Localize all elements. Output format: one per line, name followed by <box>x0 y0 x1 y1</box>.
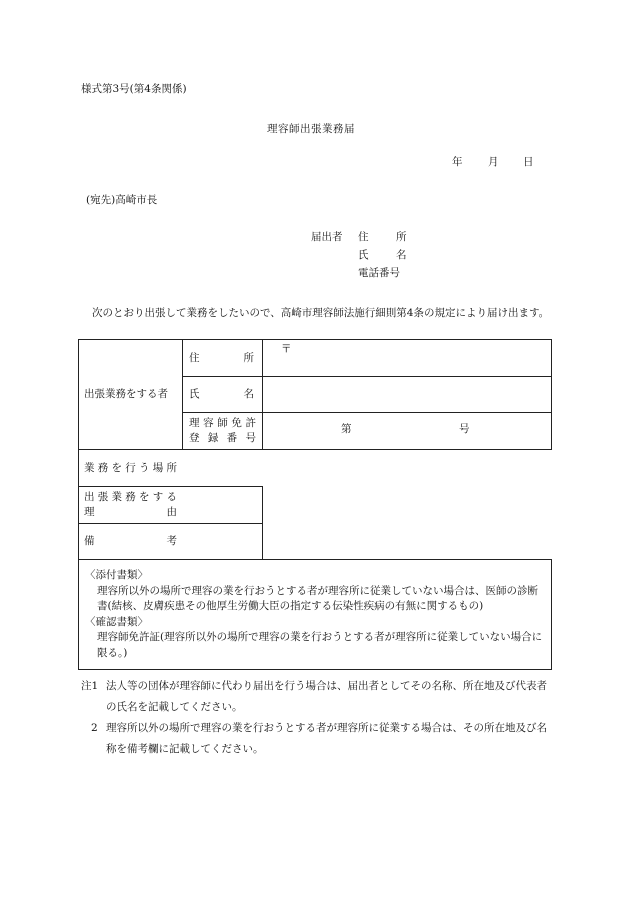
reason-char: 理 <box>84 506 95 518</box>
reason-label-cell <box>79 487 263 524</box>
footnote-2-label: 2 <box>91 722 98 734</box>
remarks-char-1: 備 <box>84 535 95 548</box>
license-label-cell <box>183 413 263 450</box>
place-char: 所 <box>166 461 177 474</box>
reason-char: 出 <box>84 491 95 503</box>
reason-char: る <box>166 491 177 503</box>
confirm-title: 〈確認書類〉 <box>85 615 148 628</box>
place-char: を <box>111 461 122 474</box>
date-year: 年 <box>452 156 463 168</box>
person-header-cell <box>79 340 183 450</box>
footnotes <box>81 676 556 760</box>
form-number: 様式第3号(第4条関係) <box>81 83 187 95</box>
remarks-label-cell <box>79 524 263 560</box>
confirm-body: 理容師免許証(理容所以外の場所で理容の業を行おうとする者が理容所に従業していない場合に限る。) <box>97 631 543 659</box>
address-label-cell <box>183 340 263 377</box>
name-label-char-2: 名 <box>243 388 254 401</box>
footnote-1 <box>81 676 556 718</box>
license-value-cell[interactable] <box>263 413 552 450</box>
date-day: 日 <box>523 156 534 168</box>
documents-cell <box>79 560 552 670</box>
reason-char: 務 <box>125 491 136 503</box>
attach-title: 〈添付書類〉 <box>85 569 148 581</box>
reason-char: 張 <box>97 491 109 503</box>
address-value-cell[interactable] <box>263 340 552 377</box>
postal-mark: 〒 <box>281 343 292 355</box>
attach-body: 理容所以外の場所で理容の業を行おうとする者が理容所に従業していない場合は、医師の診断書(結核、皮膚疾患その他厚生労働大臣の指定する伝染性疾病の有無に関するもの) <box>97 584 538 612</box>
applicant-address-char-2: 所 <box>396 231 407 243</box>
reason-char: す <box>152 491 164 503</box>
reason-char: 業 <box>111 491 122 503</box>
applicant-name-char-1: 氏 <box>358 249 369 261</box>
applicant-label: 届出者 <box>311 231 343 243</box>
place-char: う <box>139 461 150 474</box>
license-label-line2 <box>189 431 256 446</box>
address-label-char-1: 住 <box>189 351 200 364</box>
reason-label-line2 <box>84 505 177 520</box>
date-month: 月 <box>488 156 499 168</box>
address-label-char-2: 所 <box>243 351 254 364</box>
document-title: 理容師出張業務届 <box>267 123 355 135</box>
name-label-char-1: 氏 <box>189 388 200 401</box>
license-dai: 第 <box>341 423 352 435</box>
applicant-address-char-1: 住 <box>358 231 369 243</box>
footnote-1-label: 注1 <box>81 680 99 692</box>
intro-paragraph: 次のとおり出張して業務をしたいので、高崎市理容師法施行細則第4条の規定により届け出ます。 <box>92 307 550 319</box>
place-char: 業 <box>84 461 95 474</box>
license-label-line1 <box>189 416 256 431</box>
license-char: 登 <box>189 432 200 444</box>
person-header: 出張業務をする者 <box>84 388 168 401</box>
license-char: 録 <box>207 432 219 444</box>
license-go: 号 <box>459 423 470 435</box>
reason-label-line1 <box>84 490 177 505</box>
license-char: 許 <box>245 417 256 429</box>
place-label-cell <box>79 450 263 487</box>
place-char: 務 <box>97 461 109 474</box>
addressee: (宛先)高崎市長 <box>86 194 158 206</box>
license-char: 免 <box>231 417 242 429</box>
footnote-1-text: 法人等の団体が理容師に代わり届出を行う場合は、届出者としてその名称、所在地及び代表者の氏名を記載してください。 <box>106 680 547 713</box>
remarks-char-2: 考 <box>166 535 177 548</box>
name-label-cell <box>183 377 263 413</box>
applicant-name-char-2: 名 <box>396 249 407 261</box>
place-char: 行 <box>125 461 136 474</box>
place-char: 場 <box>152 461 164 474</box>
footnote-2-text: 理容所以外の場所で理容の業を行おうとする者が理容所に従業する場合は、その所在地及び名称を備考欄に記載してください。 <box>106 722 547 755</box>
application-table <box>78 339 552 670</box>
applicant-phone-label: 電話番号 <box>358 267 400 279</box>
footnote-2 <box>81 718 556 760</box>
license-char: 師 <box>217 417 228 429</box>
license-char: 番 <box>226 432 238 444</box>
license-char: 理 <box>189 417 200 429</box>
reason-char: を <box>139 491 150 503</box>
license-char: 容 <box>203 417 214 429</box>
reason-char: 由 <box>166 506 177 518</box>
name-value-cell[interactable] <box>263 377 552 413</box>
license-char: 号 <box>245 432 256 444</box>
